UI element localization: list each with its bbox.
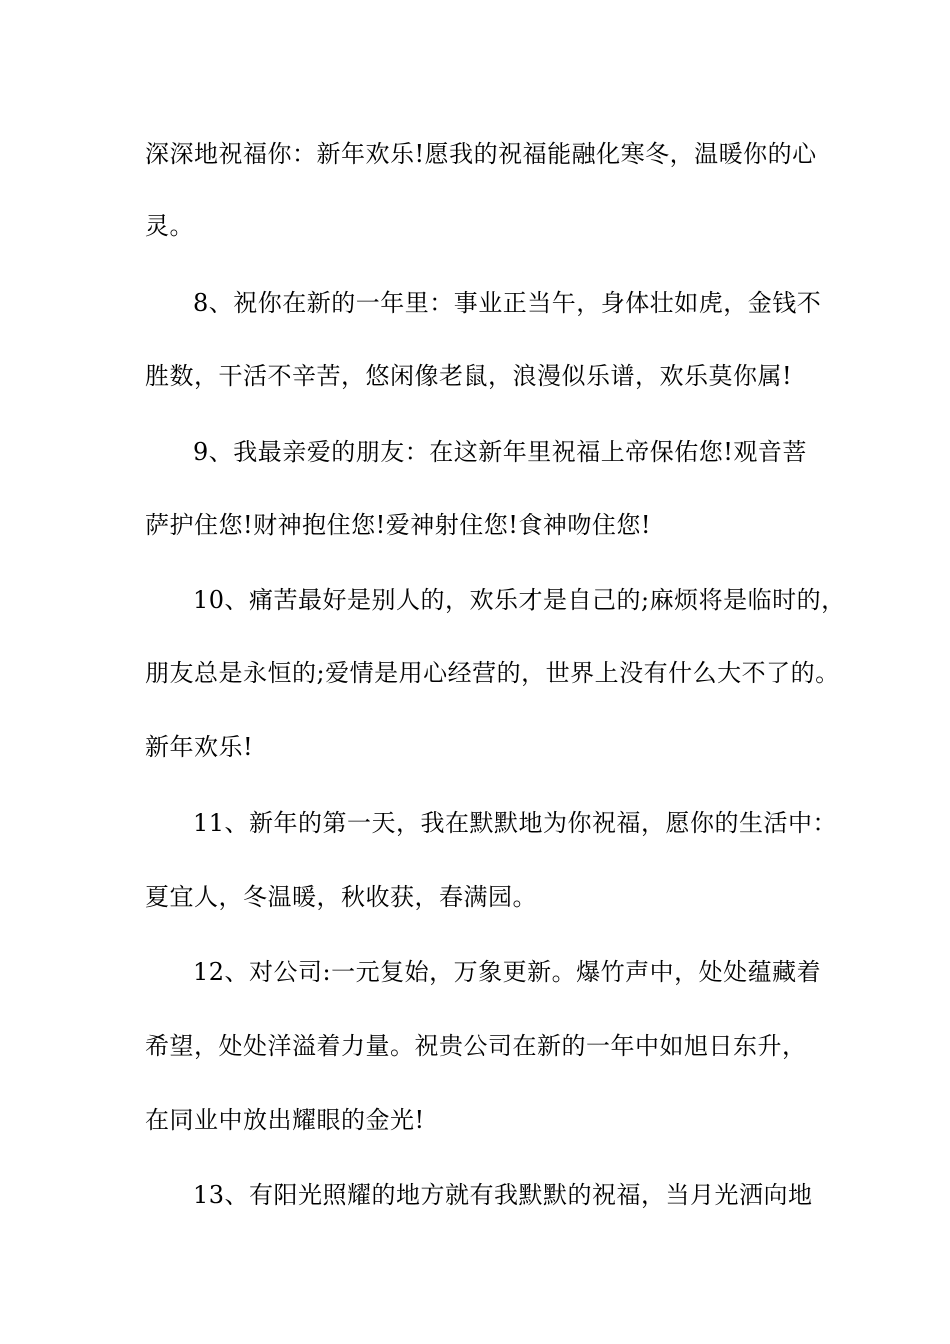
- text-line: 13、有阳光照耀的地方就有我默默的祝福，当月光洒向地: [193, 1181, 813, 1209]
- text-line: 10、痛苦最好是别人的，欢乐才是自己的;麻烦将是临时的，: [193, 586, 846, 614]
- text-line: 深深地祝福你：新年欢乐!愿我的祝福能融化寒冬，温暖你的心: [145, 140, 817, 168]
- text-line: 9、我最亲爱的朋友：在这新年里祝福上帝保佑您!观音菩: [193, 438, 807, 466]
- text-line: 希望，处处洋溢着力量。祝贵公司在新的一年中如旭日东升，: [145, 1032, 807, 1060]
- text-line: 胜数，干活不辛苦，悠闲像老鼠，浪漫似乐谱，欢乐莫你属!: [145, 362, 793, 390]
- text-line: 12、对公司:一元复始，万象更新。爆竹声中，处处蕴藏着: [193, 958, 822, 986]
- text-line: 朋友总是永恒的;爱情是用心经营的，世界上没有什么大不了的。: [145, 659, 840, 687]
- text-line: 萨护住您!财神抱住您!爱神射住您!食神吻住您!: [145, 511, 652, 539]
- text-line: 夏宜人，冬温暖，秋收获，春满园。: [145, 883, 537, 911]
- text-line: 11、新年的第一天，我在默默地为你祝福，愿你的生活中：: [193, 809, 838, 837]
- text-line: 灵。: [145, 212, 194, 240]
- text-line: 新年欢乐!: [145, 733, 254, 761]
- text-line: 8、祝你在新的一年里：事业正当午，身体壮如虎，金钱不: [193, 289, 822, 317]
- text-line: 在同业中放出耀眼的金光!: [145, 1106, 425, 1134]
